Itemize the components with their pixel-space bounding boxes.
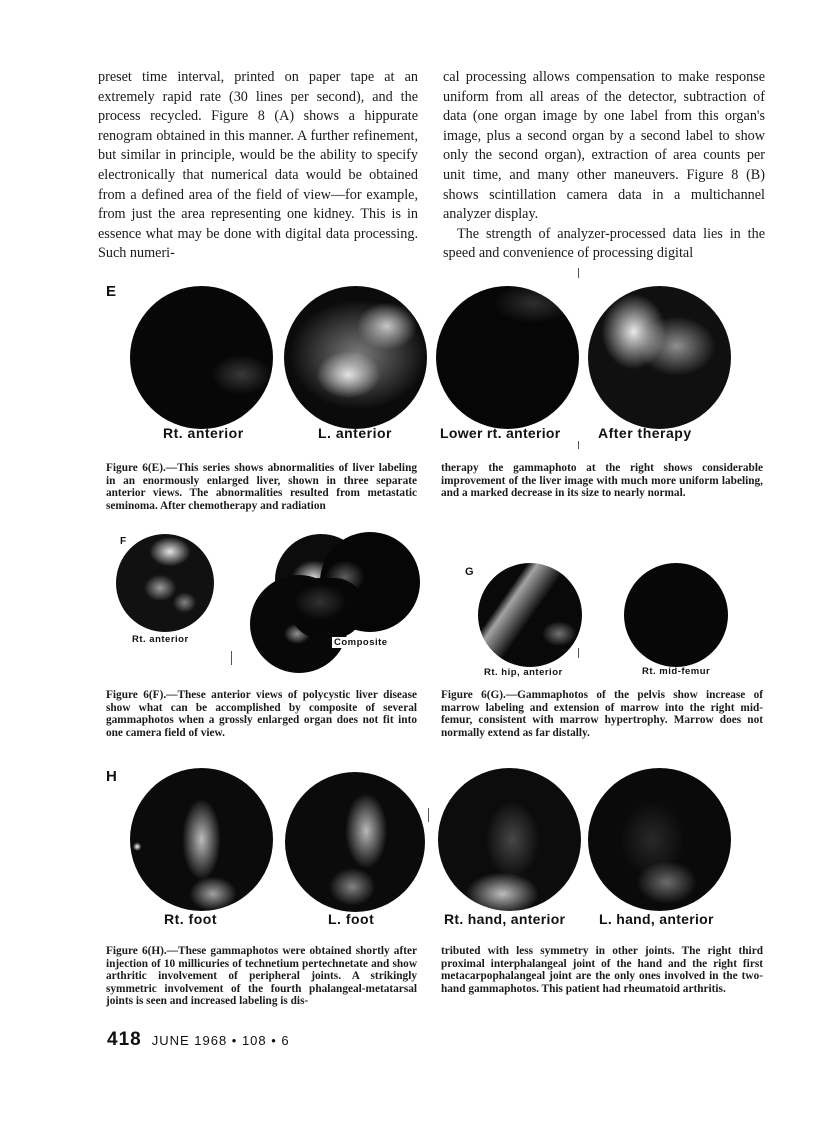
label-h-rt-foot: Rt. foot [164,911,217,927]
label-f-rt-anterior: Rt. anterior [132,634,189,645]
caption-text: Figure 6(G).—Gammaphotos of the pelvis show increase of marrow labeling and extension of marrow into the right mid-femur, consistent with marrow hypertrophy. Marrow does not normally extend as far distally. [441,689,763,739]
body-paragraph: preset time interval, printed on paper tape at an extremely rapid rate (30 lines per second), and the process recycled. Figure 8 (A) shows a hippurate renogram obtained in this manner. A further refinement, but similar in principle, would be the ability to specify electronically that numerical data would be obtained from a defined area of the field of view—for example, from just the area representing one kidney. This is in essence what may be done with digital data processing. Such numeri- [98,69,418,262]
figure-f-letter: F [120,536,127,547]
caption-text: Figure 6(H).—These gammaphotos were obtained shortly after injection of 10 millicuries of technetium pertechnetate and show arthritic involvement of peripheral joints. A strikingly symmetric involvement of the fourth phalangeal-metatarsal joints is seen and increased labeling is dis- [106,945,417,1008]
caption-text: Figure 6(F).—These anterior views of polycystic liver disease show what can be accomplished by composite of several gammaphotos when a grossly enlarged organ does not fit into one camera field of view. [106,689,417,739]
figure-g-letter: G [465,566,474,578]
page-number: 418 [107,1029,142,1050]
label-h-rt-hand-anterior: Rt. hand, anterior [444,911,566,927]
caption-text: Figure 6(E).—This series shows abnormalities of liver labeling in an enormously enlarged liver, shown in three separate anterior views. The abnormalities resulted from metastatic seminoma. After chemotherapy and radiation [106,462,417,512]
gammaphoto-e-rt-anterior [130,286,273,429]
gammaphoto-h-l-hand-anterior [588,768,731,911]
label-e-lower-rt-anterior: Lower rt. anterior [440,425,561,441]
caption-figure-h-left [106,945,417,1008]
body-text-left-column [98,68,418,264]
gammaphoto-g-rt-mid-femur [624,563,728,667]
body-paragraph: cal processing allows compensation to make response uniform from all areas of the detector, subtraction of data (one organ image by one label from this organ's image, plus a second organ by a second label to show only the second organ), extraction of area counts per unit time, and many other maneuvers. Figure 8 (B) shows scintillation camera data in a multichannel analyzer display. [443,69,765,223]
caption-figure-e-right [441,462,763,500]
page-footer [107,1029,290,1051]
gammaphoto-e-lower-rt-anterior [436,286,579,429]
crop-mark [578,648,579,658]
crop-mark [578,268,579,278]
gammaphoto-g-rt-hip-anterior [478,563,582,667]
caption-text: tributed with less symmetry in other joints. The right third proximal interphalangeal joint of the hand and the right first metacarpophalangeal joint are the only ones involved in the two-hand gammaphotos. This patient had rheumatoid arthritis. [441,945,763,995]
label-f-composite: Composite [334,637,388,648]
label-g-rt-hip-anterior: Rt. hip, anterior [484,667,563,678]
crop-mark [578,441,579,449]
gammaphoto-f-composite-center [292,578,362,638]
gammaphoto-h-rt-hand-anterior [438,768,581,911]
figure-e-letter: E [106,283,117,300]
label-h-l-foot: L. foot [328,911,375,927]
figure-h-letter: H [106,768,117,785]
label-g-rt-mid-femur: Rt. mid-femur [642,666,711,677]
gammaphoto-e-l-anterior [284,286,427,429]
gammaphoto-e-after-therapy [588,286,731,429]
caption-figure-f [106,689,417,739]
body-text-right-column [443,68,765,264]
label-e-l-anterior: L. anterior [318,425,392,441]
label-e-after-therapy: After therapy [598,425,692,441]
label-h-l-hand-anterior: L. hand, anterior [599,911,714,927]
crop-mark [428,808,429,822]
caption-text: therapy the gammaphoto at the right shows considerable improvement of the liver image with much more uniform labeling, and a marked decrease in its size to nearly normal. [441,462,763,500]
caption-figure-h-right [441,945,763,995]
body-paragraph: The strength of analyzer-processed data lies in the speed and convenience of processing digital [443,225,765,262]
journal-issue: JUNE 1968 • 108 • 6 [151,1033,290,1048]
gammaphoto-f-rt-anterior [116,534,214,632]
caption-figure-g [441,689,763,739]
gammaphoto-h-l-foot [285,772,425,912]
gammaphoto-h-rt-foot [130,768,273,911]
crop-mark [231,651,232,665]
caption-figure-e-left [106,462,417,512]
label-e-rt-anterior: Rt. anterior [163,425,244,441]
